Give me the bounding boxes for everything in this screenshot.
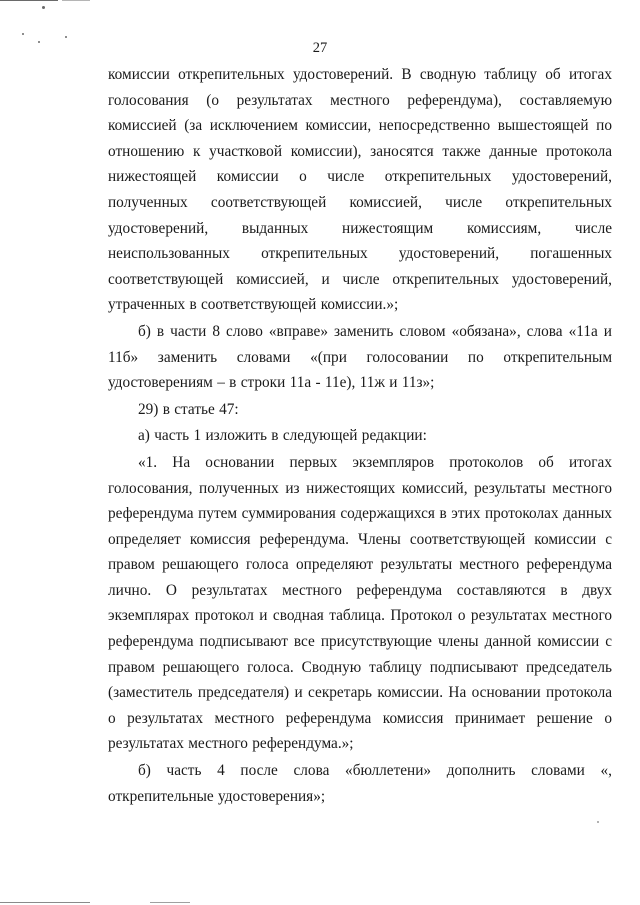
paragraph-referendum-results: «1. На основании первых экземпляров протоколов об итогах голосования, полученных из нижестоящих комиссий, результаты местного референдума путем суммирования содержащихся в этих протоколах данных определяет комиссия референдума. Члены соответствующей комиссии с правом решающего голоса определяют результаты местного референдума лично. О результатах местного референдума составляются в двух экземплярах протокол и сводная таблица. Протокол о результатах местного референдума подписывают все присутствующие члены данной комиссии с правом решающего голоса. Сводную таблицу подписывают председатель (заместитель председателя) и секретарь комиссии. На основании протокола о результатах местного референдума комиссия принимает решение о результатах местного референдума.»; [108,453,612,753]
scan-mark-bottom-line [0,902,90,903]
scan-dot [597,821,599,823]
scan-dot [65,36,67,38]
document-body [108,62,612,809]
scan-dot [42,6,45,9]
page-number: 27 [312,40,328,56]
paragraph-part-4-amendment: б) часть 4 после слова «бюллетени» дополнить словами «, открепительные удостоверения»; [108,762,612,805]
scan-dot [22,33,24,35]
paragraph-part-1-new-edition: а) часть 1 изложить в следующей редакции: [138,427,427,445]
scan-mark-bottom-line [150,902,190,903]
scan-mark-top-line [0,0,58,1]
scan-mark-top-line-faint [62,0,90,1]
paragraph-commission-certificates: комиссии открепительных удостоверений. В сводную таблицу об итогах голосования (о результатах местного референдума), составляемую комиссией (за исключением комиссии, непосредственно вышестоящей по отношению к участковой комиссии), заносятся также данные протокола нижестоящей комиссии о числе открепительных удостоверений, полученных соответствующей комиссией, числе открепительных удостоверений, выданных нижестоящим комиссиям, числе неиспользованных открепительных удостоверений, погашенных соответствующей комиссией, и числе открепительных удостоверений, утраченных в соответствующей комиссии.»; [108,66,612,314]
paragraph-part-8-amendment: б) в части 8 слово «вправе» заменить словом «обязана», слова «11а и 11б» заменить словами «(при голосовании по открепительным удостоверениям – в строки 11а - 11е), 11ж и 11з»; [108,322,612,392]
paragraph-article-47: 29) в статье 47: [138,400,239,418]
